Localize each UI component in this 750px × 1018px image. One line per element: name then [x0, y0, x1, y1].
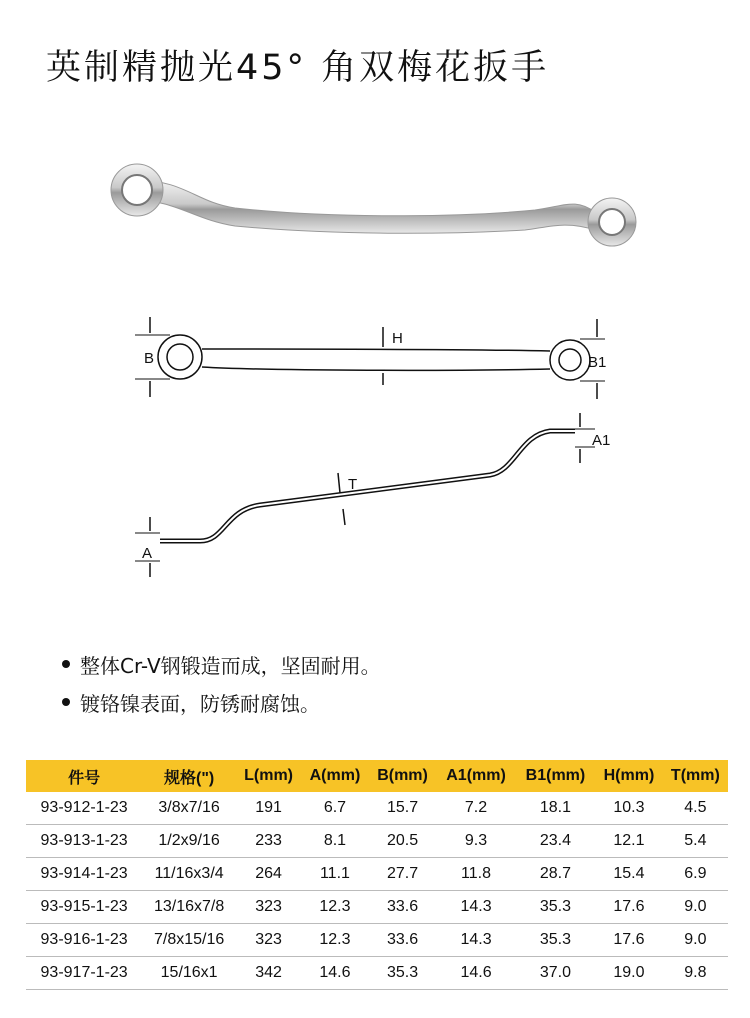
- label-t: T: [348, 476, 358, 493]
- table-cell: 28.7: [516, 858, 595, 891]
- table-cell: 323: [236, 924, 301, 957]
- table-cell: 33.6: [369, 891, 437, 924]
- table-cell: 11/16x3/4: [142, 858, 236, 891]
- col-header: H(mm): [595, 760, 663, 792]
- table-cell: 15/16x1: [142, 957, 236, 990]
- feature-list: [62, 645, 381, 721]
- label-b1: B1: [588, 354, 607, 371]
- table-cell: 14.3: [436, 891, 515, 924]
- table-cell: 4.5: [663, 792, 728, 825]
- table-cell: 264: [236, 858, 301, 891]
- table-cell: 9.0: [663, 891, 728, 924]
- table-cell: 17.6: [595, 924, 663, 957]
- table-cell: 93-912-1-23: [26, 792, 142, 825]
- feature-text: 整体Cr-V钢锻造而成，坚固耐用。: [80, 653, 381, 678]
- table-row: [26, 858, 728, 891]
- table-cell: 14.3: [436, 924, 515, 957]
- table-cell: 18.1: [516, 792, 595, 825]
- page-title: 英制精抛光45° 角双梅花扳手: [46, 48, 550, 88]
- col-header: 件号: [26, 760, 142, 792]
- table-cell: 93-916-1-23: [26, 924, 142, 957]
- table-cell: 12.3: [301, 891, 369, 924]
- table-cell: 6.7: [301, 792, 369, 825]
- col-header: B1(mm): [516, 760, 595, 792]
- table-cell: 15.7: [369, 792, 437, 825]
- table-cell: 14.6: [436, 957, 515, 990]
- table-header-row: [26, 760, 728, 792]
- table-cell: 27.7: [369, 858, 437, 891]
- col-header: L(mm): [236, 760, 301, 792]
- table-cell: 9.3: [436, 825, 515, 858]
- table-cell: 1/2x9/16: [142, 825, 236, 858]
- col-header: B(mm): [369, 760, 437, 792]
- table-cell: 23.4: [516, 825, 595, 858]
- spec-table: [26, 760, 728, 990]
- feature-item: [62, 683, 381, 721]
- table-cell: 93-914-1-23: [26, 858, 142, 891]
- table-cell: 342: [236, 957, 301, 990]
- bullet-icon: [62, 698, 70, 706]
- table-cell: 10.3: [595, 792, 663, 825]
- table-cell: 19.0: [595, 957, 663, 990]
- table-cell: 3/8x7/16: [142, 792, 236, 825]
- table-cell: 7.2: [436, 792, 515, 825]
- table-cell: 93-917-1-23: [26, 957, 142, 990]
- table-cell: 15.4: [595, 858, 663, 891]
- col-header: 规格("): [142, 760, 236, 792]
- table-cell: 5.4: [663, 825, 728, 858]
- table-cell: 35.3: [516, 891, 595, 924]
- table-cell: 7/8x15/16: [142, 924, 236, 957]
- label-a1: A1: [592, 432, 611, 449]
- table-cell: 35.3: [516, 924, 595, 957]
- table-cell: 93-913-1-23: [26, 825, 142, 858]
- table-cell: 6.9: [663, 858, 728, 891]
- table-cell: 11.8: [436, 858, 515, 891]
- table-row: [26, 792, 728, 825]
- table-cell: 191: [236, 792, 301, 825]
- label-a: A: [142, 545, 153, 562]
- col-header: A(mm): [301, 760, 369, 792]
- table-cell: 93-915-1-23: [26, 891, 142, 924]
- bullet-icon: [62, 660, 70, 668]
- col-header: T(mm): [663, 760, 728, 792]
- label-b: B: [144, 350, 155, 367]
- table-cell: 17.6: [595, 891, 663, 924]
- col-header: A1(mm): [436, 760, 515, 792]
- label-h: H: [392, 330, 403, 347]
- table-row: [26, 825, 728, 858]
- table-cell: 13/16x7/8: [142, 891, 236, 924]
- table-row: [26, 924, 728, 957]
- table-cell: 14.6: [301, 957, 369, 990]
- table-cell: 11.1: [301, 858, 369, 891]
- table-cell: 20.5: [369, 825, 437, 858]
- table-cell: 37.0: [516, 957, 595, 990]
- wrench-photo: [95, 150, 655, 260]
- table-row: [26, 957, 728, 990]
- table-cell: 233: [236, 825, 301, 858]
- table-cell: 12.1: [595, 825, 663, 858]
- table-row: [26, 891, 728, 924]
- table-cell: 9.8: [663, 957, 728, 990]
- table-cell: 323: [236, 891, 301, 924]
- feature-item: [62, 645, 381, 683]
- dimension-diagram: [130, 305, 630, 585]
- table-cell: 8.1: [301, 825, 369, 858]
- table-cell: 9.0: [663, 924, 728, 957]
- table-cell: 12.3: [301, 924, 369, 957]
- table-cell: 35.3: [369, 957, 437, 990]
- feature-text: 镀铬镍表面，防锈耐腐蚀。: [80, 691, 320, 716]
- table-cell: 33.6: [369, 924, 437, 957]
